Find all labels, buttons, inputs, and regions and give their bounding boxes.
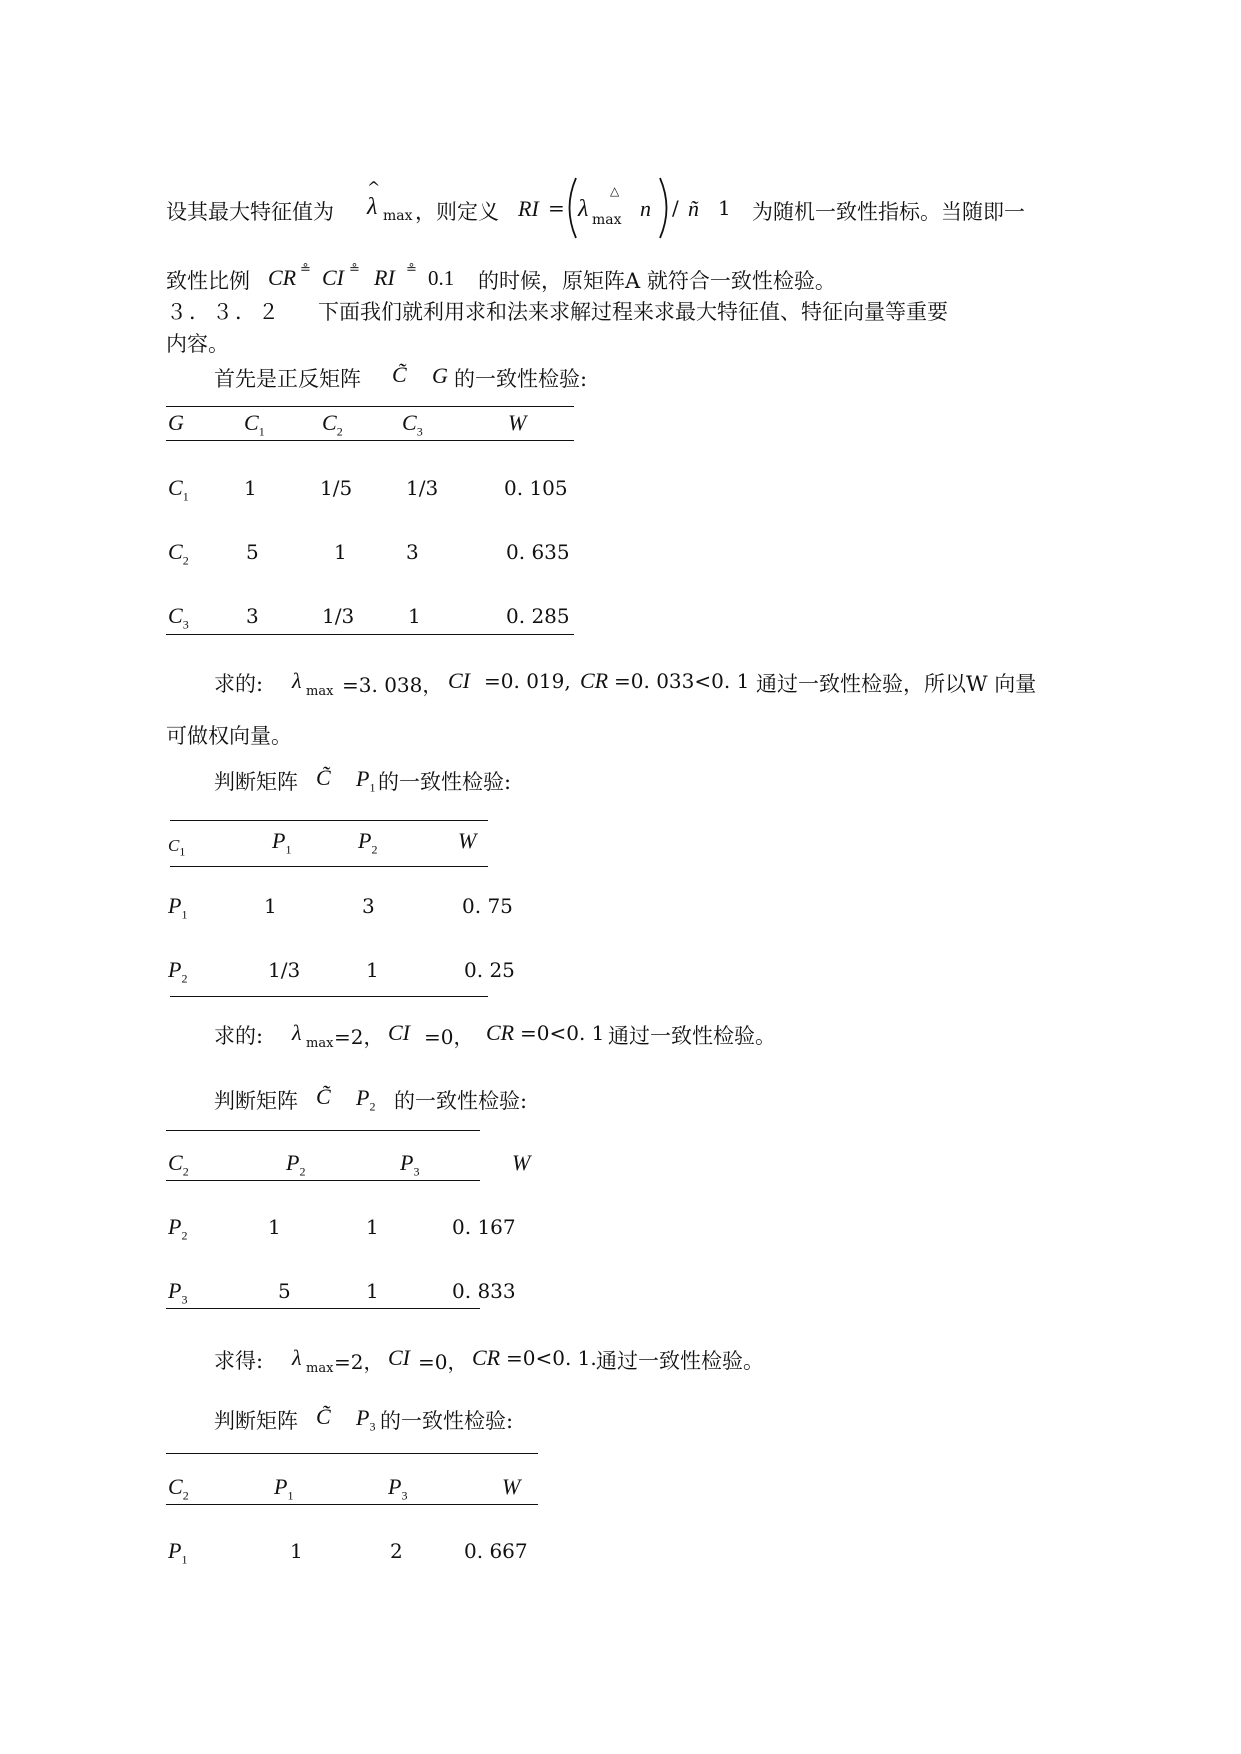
t4-intro-p-sub: 3	[369, 1419, 376, 1434]
t3-row2-label-text: P	[168, 1278, 182, 1303]
t2-intro-p-sub: 1	[369, 780, 376, 795]
t2-result-lambda-val: =2，	[334, 1025, 384, 1049]
t2-header-corner	[168, 836, 185, 859]
t1-row1-v2: 1/5	[320, 476, 353, 500]
op-symbol-2: ≗	[349, 262, 360, 277]
t1-result-cr: CR	[580, 668, 609, 693]
t1-row1-label-sub: 1	[182, 489, 189, 504]
t3-result-cr: CR	[472, 1345, 501, 1370]
para1-line1	[166, 196, 334, 226]
t3-row2-label-sub: 3	[181, 1292, 188, 1307]
t3-row2-v2: 1	[366, 1279, 379, 1303]
t4-intro-p	[356, 1405, 375, 1434]
lambda2-sub: max	[592, 212, 622, 228]
t3-intro-p	[356, 1085, 375, 1114]
t4-header-corner-label: C	[168, 1474, 183, 1499]
t4-header-p1	[274, 1474, 293, 1503]
para1-line1-post: 为随机一致性指标。当随即一	[752, 200, 1025, 224]
t1-header-corner: G	[168, 410, 184, 435]
t3-intro-p-label: P	[356, 1085, 370, 1110]
t1-result-ci-val: =0. 019,	[484, 669, 571, 693]
t1-result-lambda: λ	[292, 668, 302, 693]
t2-header-corner-label: C	[168, 836, 180, 855]
section-text-2: 内容。	[166, 332, 229, 356]
t1-result-lambda-sub: max	[306, 684, 334, 699]
t3-result-ci-val: =0，	[418, 1350, 468, 1374]
ntilde-symbol: ñ	[688, 196, 699, 221]
t1-row3-label-text: C	[168, 603, 183, 628]
t3-header-p2-label: P	[286, 1150, 300, 1175]
t4-row1-v1: 1	[290, 1539, 303, 1563]
t1-row3-w: 0. 285	[506, 604, 570, 628]
t3-header-p2-sub: 2	[299, 1164, 306, 1179]
triangle-symbol: △	[610, 184, 620, 198]
t2-intro-post: 的一致性检验:	[378, 770, 512, 794]
t1-row1-w: 0. 105	[504, 476, 568, 500]
t3-row1-v2: 1	[366, 1215, 379, 1239]
t1-row1-label-text: C	[168, 475, 183, 500]
t2-header-p2-label: P	[358, 828, 372, 853]
t1-row2-v3: 3	[406, 540, 419, 564]
t1-result-pre: 求的:	[214, 672, 264, 696]
t3-intro-post: 的一致性检验:	[394, 1089, 528, 1113]
t2-result-pre: 求的:	[214, 1024, 264, 1048]
t4-header-p1-sub: 1	[287, 1488, 294, 1503]
t2-result-ci: CI	[388, 1020, 410, 1045]
t1-header-c3-sub: 3	[416, 424, 423, 439]
t2-row2-v1: 1/3	[268, 958, 301, 982]
t4-header-p1-label: P	[274, 1474, 288, 1499]
t2-row1-w: 0. 75	[462, 894, 513, 918]
t1-row2-label-sub: 2	[182, 553, 189, 568]
t2-header-p1	[272, 828, 291, 857]
n-symbol: n	[640, 196, 651, 221]
t4-header-p3-label: P	[388, 1474, 402, 1499]
t4-header-rule	[166, 1504, 538, 1505]
t1-header-c1-label: C	[244, 410, 259, 435]
t2-row2-label	[168, 957, 187, 986]
t3-row1-label-sub: 2	[181, 1228, 188, 1243]
t1-bottom-rule	[166, 634, 574, 635]
t2-row2-v2: 1	[366, 958, 379, 982]
t2-row1-label-sub: 1	[181, 907, 188, 922]
t3-row1-label-text: P	[168, 1214, 182, 1239]
t4-header-corner	[168, 1474, 189, 1503]
t3-row2-label	[168, 1278, 187, 1307]
t4-row1-label	[168, 1538, 187, 1567]
t3-top-rule	[166, 1130, 480, 1131]
t1-intro-c: C̃	[392, 362, 407, 387]
t2-header-rule	[170, 866, 488, 867]
t1-row2-label	[168, 539, 189, 568]
t2-top-rule	[170, 820, 488, 821]
t1-intro-pre: 首先是正反矩阵	[214, 367, 361, 391]
t3-header-p3	[400, 1150, 419, 1179]
t4-row1-label-sub: 1	[181, 1552, 188, 1567]
para1-line1-mid: ，则定义	[415, 200, 499, 224]
t4-intro-post: 的一致性检验:	[380, 1409, 514, 1433]
t1-row2-v1: 5	[246, 540, 259, 564]
t3-result-lambda-val: =2，	[334, 1350, 384, 1374]
t1-row2-label-text: C	[168, 539, 183, 564]
t3-row1-w: 0. 167	[452, 1215, 516, 1239]
t3-result-cr-val: =0<0. 1.	[506, 1346, 597, 1370]
t1-row3-v2: 1/3	[322, 604, 355, 628]
para1-line2-post: 的时候，原矩阵A 就符合一致性检验。	[478, 269, 836, 293]
t1-header-w: W	[508, 410, 527, 435]
t1-row1-label	[168, 475, 189, 504]
t2-result-cr: CR	[486, 1020, 515, 1045]
threshold-value: 0.1	[428, 266, 455, 290]
t3-result-lambda-sub: max	[306, 1361, 334, 1376]
t3-header-rule	[166, 1180, 480, 1181]
t1-result-post: 通过一致性检验，所以W 向量	[756, 672, 1037, 696]
t3-header-w: W	[512, 1150, 531, 1175]
t1-row3-v1: 3	[246, 604, 259, 628]
t3-intro-c: C̃	[316, 1084, 331, 1109]
t1-row2-w: 0. 635	[506, 540, 570, 564]
slash-symbol: /	[672, 196, 679, 220]
one-symbol: 1	[718, 196, 731, 220]
t1-row1-v1: 1	[244, 476, 257, 500]
t2-header-p2-sub: 2	[371, 842, 378, 857]
op-symbol-1: ≗	[300, 262, 311, 277]
lambda2-symbol: λ	[578, 196, 589, 222]
t4-header-p3	[388, 1474, 407, 1503]
t2-header-w: W	[458, 828, 477, 853]
para1-line1-pre: 设其最大特征值为	[166, 200, 334, 224]
t2-row1-label-text: P	[168, 893, 182, 918]
t2-intro-p-label: P	[356, 766, 370, 791]
t2-row2-label-sub: 2	[181, 971, 188, 986]
t1-header-c2-label: C	[322, 410, 337, 435]
t1-row3-label-sub: 3	[182, 617, 189, 632]
t3-header-corner	[168, 1150, 189, 1179]
t1-result-line2: 可做权向量。	[166, 724, 292, 748]
t1-header-c2	[322, 410, 343, 439]
t1-top-rule	[166, 406, 574, 407]
t3-result-lambda: λ	[292, 1345, 302, 1370]
t4-row1-label-text: P	[168, 1538, 182, 1563]
t1-header-c1-sub: 1	[258, 424, 265, 439]
t2-intro-p	[356, 766, 375, 795]
t3-header-corner-label: C	[168, 1150, 183, 1175]
ri-equals: =	[548, 196, 565, 220]
t2-row2-label-text: P	[168, 957, 182, 982]
t1-header-c1	[244, 410, 265, 439]
t4-intro-p-label: P	[356, 1405, 370, 1430]
section-number: ３．３．２	[166, 300, 281, 324]
t3-header-p2	[286, 1150, 305, 1179]
t1-result-lambda-val: =3. 038，	[342, 673, 443, 697]
t3-intro-pre: 判断矩阵	[214, 1089, 298, 1113]
t1-header-rule	[166, 440, 574, 441]
t2-row1-v1: 1	[264, 894, 277, 918]
lambda-hat: ^	[367, 178, 381, 197]
t3-row2-v1: 5	[278, 1279, 291, 1303]
t3-header-p3-label: P	[400, 1150, 414, 1175]
cr-symbol: CR	[268, 265, 297, 290]
lambda-sub: max	[383, 208, 413, 224]
t3-row2-w: 0. 833	[452, 1279, 516, 1303]
t3-bottom-rule	[166, 1308, 480, 1309]
t3-intro-p-sub: 2	[369, 1099, 376, 1114]
t1-result-cr-val: =0. 033<0. 1	[614, 669, 750, 693]
t1-row3-v3: 1	[408, 604, 421, 628]
t2-bottom-rule	[170, 996, 488, 997]
section-text: 下面我们就利用求和法来求解过程来求最大特征值、特征向量等重要	[318, 300, 948, 324]
t1-row3-label	[168, 603, 189, 632]
t2-result-ci-val: =0，	[424, 1025, 474, 1049]
t4-header-p3-sub: 3	[401, 1488, 408, 1503]
t1-header-c3	[402, 410, 423, 439]
t3-header-corner-sub: 2	[182, 1164, 189, 1179]
t3-result-ci: CI	[388, 1345, 410, 1370]
t2-intro-pre: 判断矩阵	[214, 770, 298, 794]
t2-result-post: 通过一致性检验。	[608, 1024, 776, 1048]
t4-row1-v2: 2	[390, 1539, 403, 1563]
t4-top-rule	[166, 1453, 538, 1454]
t4-header-corner-sub: 2	[182, 1488, 189, 1503]
t4-header-w: W	[502, 1474, 521, 1499]
t2-intro-c: C̃	[316, 765, 331, 790]
t3-result-pre: 求得:	[214, 1349, 264, 1373]
t1-intro-post: 的一致性检验:	[454, 367, 588, 391]
t2-row2-w: 0. 25	[464, 958, 515, 982]
t2-row1-v2: 3	[362, 894, 375, 918]
t4-intro-pre: 判断矩阵	[214, 1409, 298, 1433]
t4-intro-c: C̃	[316, 1404, 331, 1429]
t3-row1-v1: 1	[268, 1215, 281, 1239]
t1-result-ci: CI	[448, 668, 470, 693]
ci-symbol: CI	[322, 265, 344, 290]
op-symbol-3: ≗	[406, 262, 417, 277]
t1-intro-g: G	[432, 363, 448, 388]
t2-header-corner-sub: 1	[179, 844, 186, 859]
left-paren	[560, 176, 580, 240]
t3-header-p3-sub: 3	[413, 1164, 420, 1179]
t2-header-p1-label: P	[272, 828, 286, 853]
t2-result-lambda: λ	[292, 1020, 302, 1045]
t2-header-p1-sub: 1	[285, 842, 292, 857]
t1-intro	[214, 363, 361, 393]
t1-row2-v2: 1	[334, 540, 347, 564]
t2-row1-label	[168, 893, 187, 922]
t4-row1-w: 0. 667	[464, 1539, 528, 1563]
lambda-symbol: λ	[367, 194, 378, 220]
t3-row1-label	[168, 1214, 187, 1243]
t1-header-c3-label: C	[402, 410, 417, 435]
t2-result-cr-val: =0<0. 1	[520, 1021, 605, 1045]
ri-symbol-2: RI	[374, 265, 395, 290]
t2-result-lambda-sub: max	[306, 1036, 334, 1051]
para1-line2-pre: 致性比例	[166, 269, 250, 293]
t1-header-c2-sub: 2	[336, 424, 343, 439]
ri-symbol: RI	[518, 196, 539, 221]
t2-header-p2	[358, 828, 377, 857]
t1-row1-v3: 1/3	[406, 476, 439, 500]
t3-result-post: 通过一致性检验。	[596, 1349, 764, 1373]
